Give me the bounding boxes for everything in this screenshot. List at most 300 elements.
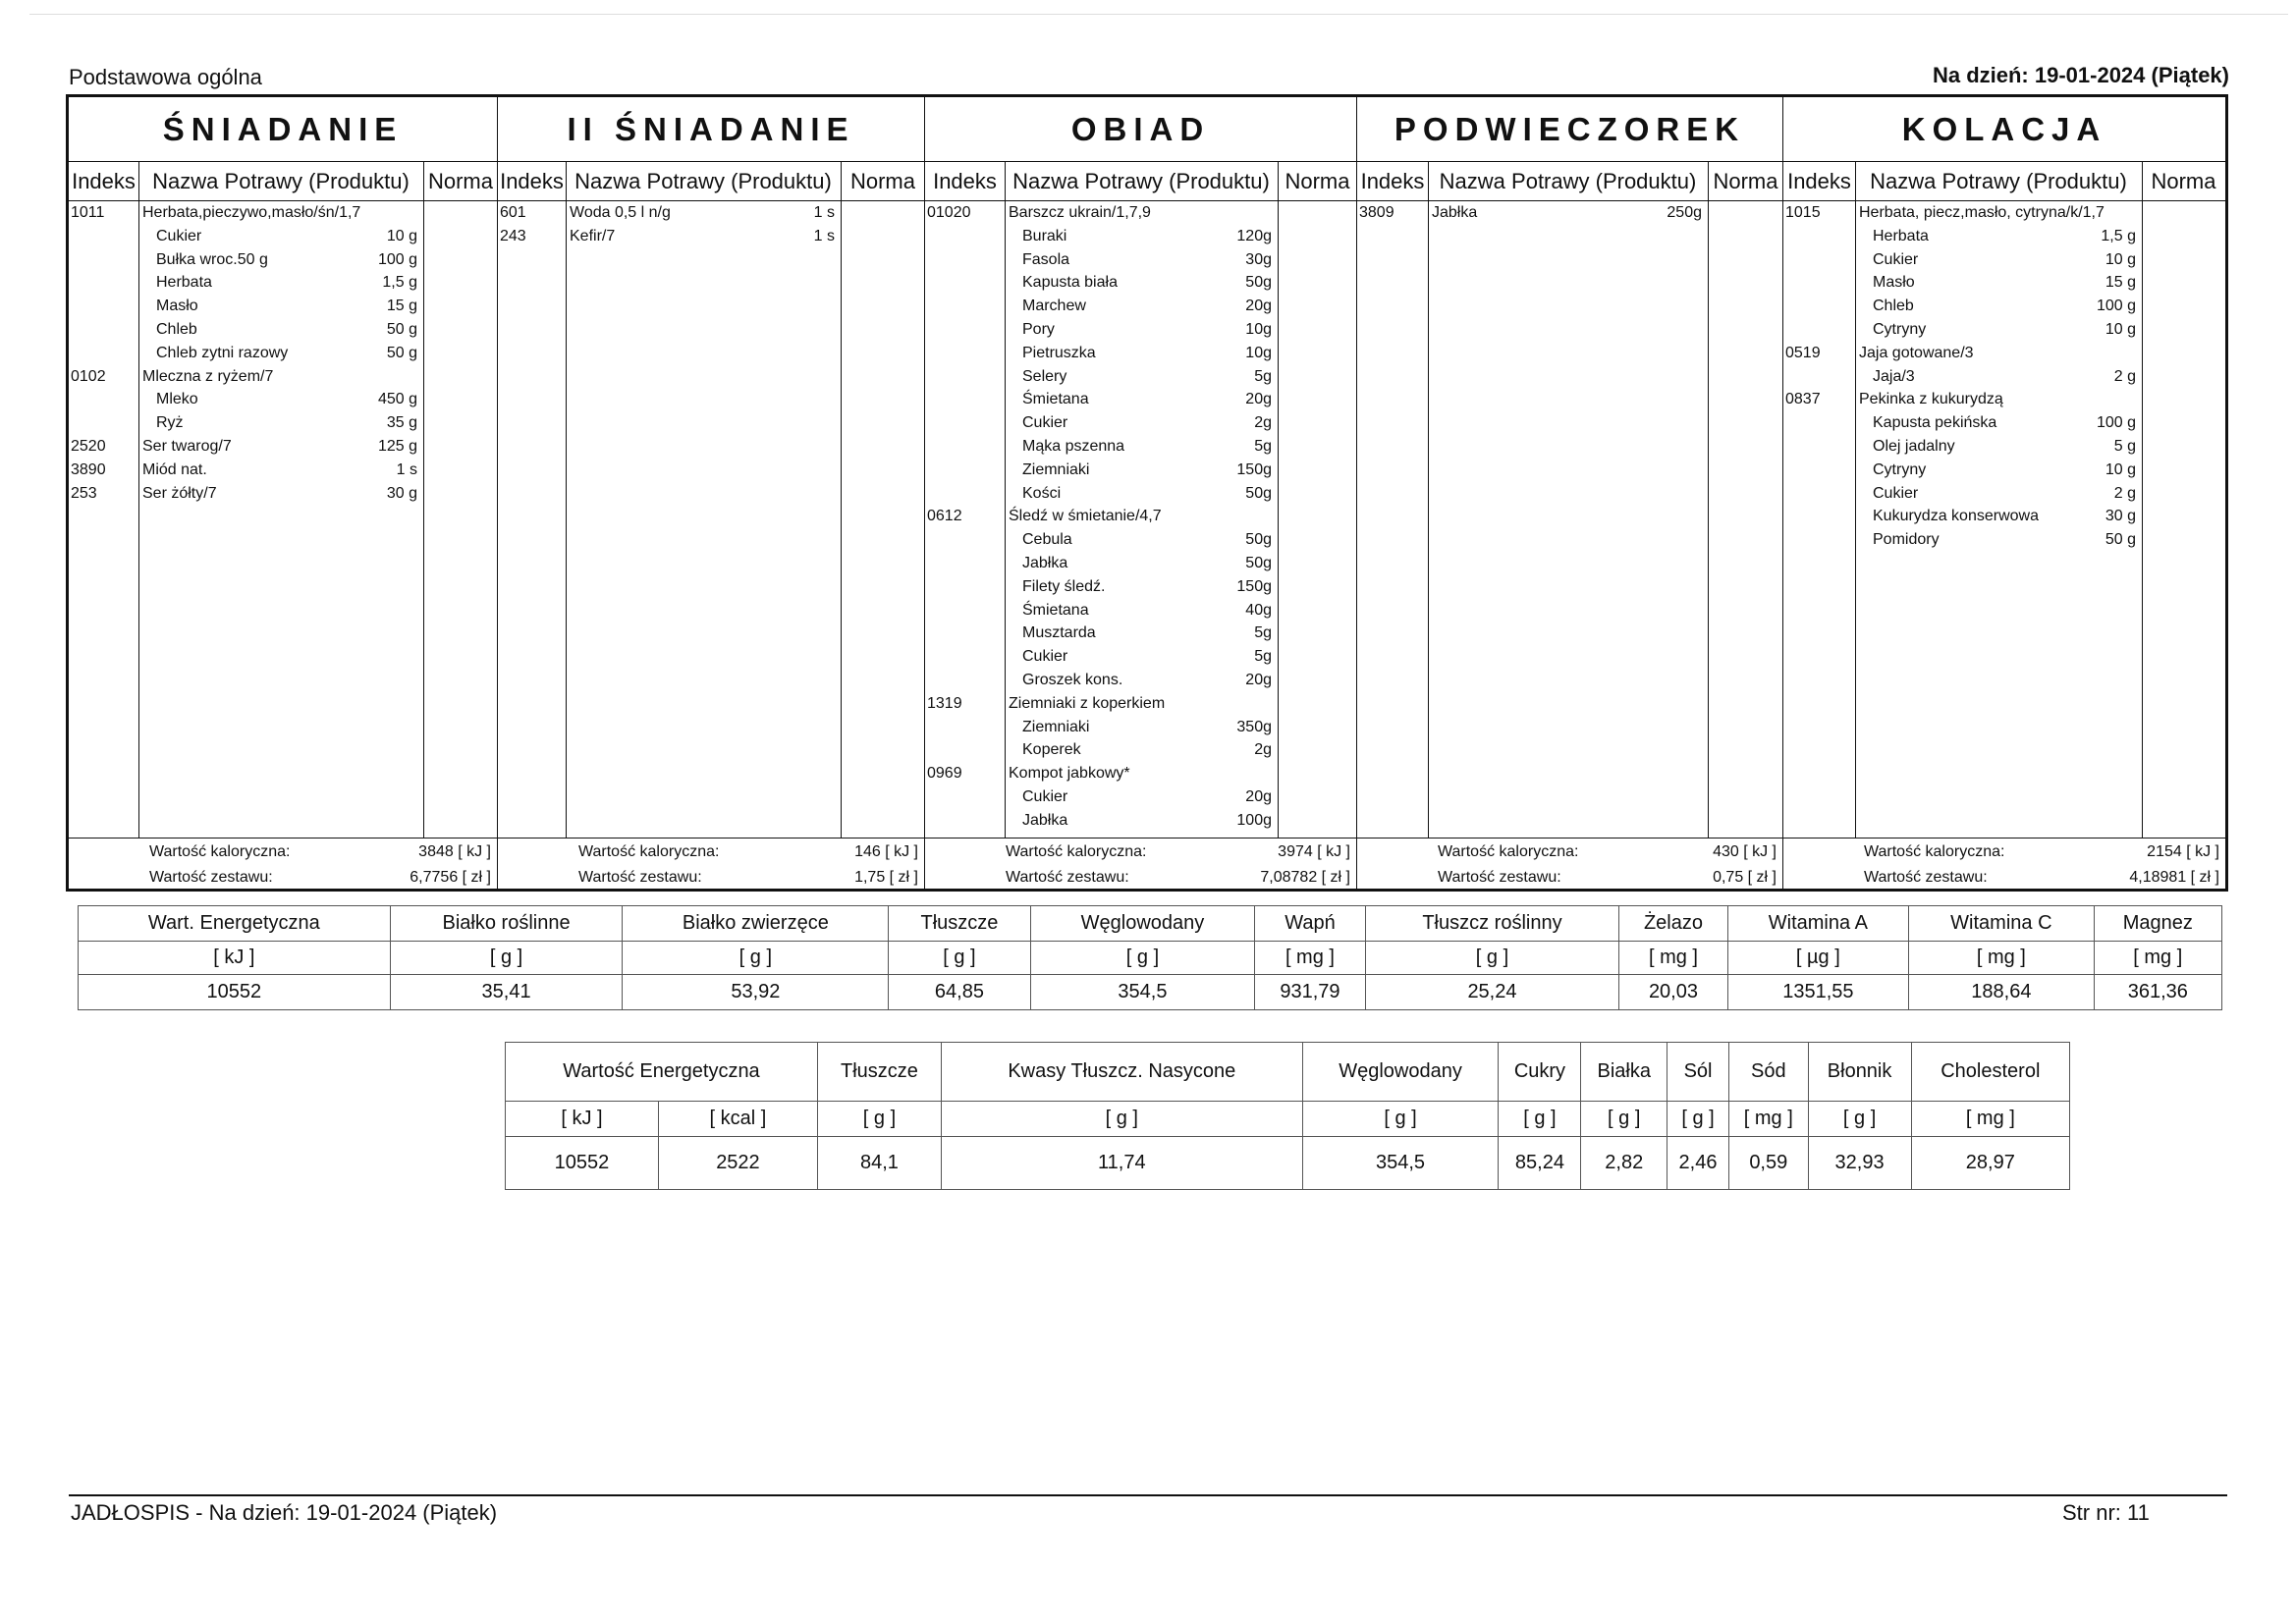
norm-value: 1 s <box>396 460 417 478</box>
column-header-norm: Norma <box>423 162 498 201</box>
page-number: Str nr: 11 <box>2062 1500 2150 1525</box>
unit-cell: [ mg ] <box>1911 1102 2069 1137</box>
norm-value: 10 g <box>2105 460 2136 478</box>
nutrition-row-values <box>79 975 2222 1010</box>
totals-divider <box>498 838 924 839</box>
unit-cell: [ kcal ] <box>658 1102 817 1137</box>
ingredient-name: Jabłka <box>1022 555 1068 571</box>
nutrition-summary-table <box>78 905 2222 1010</box>
column-header-norm: Norma <box>2142 162 2225 201</box>
column-header-name: Nazwa Potrawy (Produktu) <box>566 162 841 201</box>
norm-value: 5g <box>1254 367 1272 385</box>
dish-name: Woda 0,5 l n/g <box>570 204 671 221</box>
ingredient-name: Masło <box>1873 274 1915 292</box>
energy-label: Wartość kaloryczna: <box>1864 843 2005 860</box>
dish-name: Ziemniaki z koperkiem <box>1009 694 1166 712</box>
menu-date: Na dzień: 19-01-2024 (Piątek) <box>1932 63 2229 87</box>
dish-index: 601 <box>500 204 526 221</box>
norm-value: 10 g <box>386 227 417 244</box>
norm-value: 150g <box>1236 460 1272 478</box>
menu-row <box>925 692 1357 716</box>
ingredient-name: Pory <box>1022 321 1055 338</box>
ingredient-name: Cukier <box>1022 788 1068 805</box>
value-cell: 931,79 <box>1255 975 1365 1010</box>
ingredient-name: Olej jadalny <box>1873 438 1955 455</box>
energy-value: 430 [ kJ ] <box>1713 843 1777 860</box>
meal-title: KOLACJA <box>1783 97 2225 162</box>
dish-index: 0519 <box>1785 344 1821 361</box>
norm-value: 1 s <box>813 227 835 244</box>
menu-row <box>69 248 498 272</box>
unit-cell: [ g ] <box>817 1102 941 1137</box>
norm-value: 5g <box>1254 624 1272 642</box>
ingredient-name: Chleb <box>156 321 197 338</box>
norm-value: 30 g <box>386 484 417 502</box>
menu-row <box>1783 411 2225 435</box>
value-cell: 1351,55 <box>1727 975 1909 1010</box>
norm-value: 30g <box>1245 250 1272 268</box>
ingredient-name: Fasola <box>1022 250 1070 268</box>
unit-cell: [ g ] <box>1302 1102 1499 1137</box>
menu-row <box>1783 435 2225 459</box>
norm-value: 20g <box>1245 788 1272 805</box>
menu-row <box>925 622 1357 645</box>
menu-row <box>925 225 1357 248</box>
value-cell: 32,93 <box>1808 1137 1911 1190</box>
nutrition-row-values <box>506 1137 2070 1190</box>
menu-row <box>925 248 1357 272</box>
column-header-norm: Norma <box>841 162 925 201</box>
menu-row <box>925 645 1357 669</box>
norm-value: 50 g <box>386 344 417 361</box>
column-header-index: Indeks <box>1357 162 1428 201</box>
norm-value: 100 g <box>2096 298 2136 315</box>
energy-value: 2154 [ kJ ] <box>2147 843 2219 860</box>
cost-value: 7,08782 [ zł ] <box>1260 869 1350 886</box>
ingredient-name: Ziemniaki <box>1022 718 1090 735</box>
unit-cell: [ g ] <box>1808 1102 1911 1137</box>
menu-row <box>925 785 1357 809</box>
column-divider <box>841 162 842 838</box>
nutrient-header: Błonnik <box>1808 1043 1911 1102</box>
meal-dinner <box>1783 97 2225 889</box>
norm-value: 15 g <box>386 298 417 315</box>
norm-value: 350g <box>1236 718 1272 735</box>
norm-value: 10 g <box>2105 321 2136 338</box>
menu-row <box>1783 528 2225 552</box>
nutrition-row-units <box>506 1102 2070 1137</box>
unit-cell: [ µg ] <box>1727 942 1909 975</box>
norm-value: 50g <box>1245 484 1272 502</box>
norm-value: 30 g <box>2105 508 2136 525</box>
meal-title: II ŚNIADANIE <box>498 97 924 162</box>
nutrient-header: Białka <box>1581 1043 1667 1102</box>
menu-row <box>1783 342 2225 365</box>
dish-index: 1015 <box>1785 204 1821 221</box>
column-header-index: Indeks <box>925 162 1005 201</box>
unit-cell: [ mg ] <box>1729 1102 1809 1137</box>
value-cell: 188,64 <box>1909 975 2094 1010</box>
menu-row <box>925 201 1357 225</box>
norm-value: 5g <box>1254 438 1272 455</box>
ingredient-name: Kapusta pekińska <box>1873 414 1997 432</box>
ingredient-name: Jabłka <box>1022 811 1068 829</box>
menu-row <box>1783 505 2225 528</box>
menu-row <box>1783 295 2225 318</box>
energy-value: 146 [ kJ ] <box>854 843 918 860</box>
dish-index: 3890 <box>71 460 106 478</box>
dish-index: 0102 <box>71 367 106 385</box>
menu-row <box>925 365 1357 389</box>
nutrient-header: Tłuszcze <box>889 906 1030 942</box>
meal-breakfast <box>69 97 498 889</box>
menu-row <box>69 201 498 225</box>
nutrient-header: Magnez <box>2094 906 2221 942</box>
menu-row <box>69 459 498 482</box>
menu-row <box>925 342 1357 365</box>
menu-row <box>69 435 498 459</box>
menu-row <box>69 271 498 295</box>
dish-name: Herbata,pieczywo,masło/śn/1,7 <box>142 204 361 221</box>
ingredient-name: Marchew <box>1022 298 1086 315</box>
menu-row <box>69 342 498 365</box>
column-divider <box>566 162 567 838</box>
unit-cell: [ g ] <box>1581 1102 1667 1137</box>
norm-value: 50g <box>1245 274 1272 292</box>
menu-row <box>925 552 1357 575</box>
nutrient-header: Witamina C <box>1909 906 2094 942</box>
dish-name: Jaja gotowane/3 <box>1859 344 1974 361</box>
norm-value: 2 g <box>2113 484 2136 502</box>
column-header-norm: Norma <box>1278 162 1357 201</box>
ingredient-name: Filety śledź. <box>1022 577 1106 595</box>
norm-value: 35 g <box>386 414 417 432</box>
cost-value: 1,75 [ zł ] <box>854 869 918 886</box>
cost-value: 0,75 [ zł ] <box>1713 869 1777 886</box>
menu-row <box>925 388 1357 411</box>
norm-value: 450 g <box>377 391 417 408</box>
meal-lunch <box>925 97 1357 889</box>
norm-value: 100 g <box>2096 414 2136 432</box>
norm-value: 10g <box>1245 321 1272 338</box>
menu-row <box>925 809 1357 833</box>
menu-row <box>69 388 498 411</box>
nutrient-header: Sól <box>1667 1043 1729 1102</box>
meal-title: OBIAD <box>925 97 1356 162</box>
dish-name: Ser twarog/7 <box>142 438 232 455</box>
dish-index: 243 <box>500 227 526 244</box>
norm-value: 40g <box>1245 601 1272 619</box>
dish-index: 1319 <box>927 694 962 712</box>
value-cell: 2,82 <box>1581 1137 1667 1190</box>
norm-value: 50 g <box>2105 531 2136 549</box>
cost-label: Wartość zestawu: <box>1438 869 1561 886</box>
ingredient-name: Kukurydza konserwowa <box>1873 508 2039 525</box>
dish-index: 01020 <box>927 204 971 221</box>
norm-value: 100g <box>1236 811 1272 829</box>
unit-cell: [ g ] <box>1365 942 1619 975</box>
menu-row <box>1783 365 2225 389</box>
unit-cell: [ g ] <box>1667 1102 1729 1137</box>
unit-cell: [ g ] <box>942 1102 1303 1137</box>
menu-row <box>925 295 1357 318</box>
column-header-name: Nazwa Potrawy (Produktu) <box>1428 162 1708 201</box>
nutrient-header: Tłuszcz roślinny <box>1365 906 1619 942</box>
value-cell: 354,5 <box>1302 1137 1499 1190</box>
menu-row <box>925 669 1357 692</box>
value-cell: 0,59 <box>1729 1137 1809 1190</box>
cost-label: Wartość zestawu: <box>1864 869 1988 886</box>
nutrient-header: Białko zwierzęce <box>623 906 889 942</box>
energy-label: Wartość kaloryczna: <box>149 843 291 860</box>
dish-index: 253 <box>71 484 97 502</box>
energy-value: 3974 [ kJ ] <box>1278 843 1350 860</box>
menu-row <box>1783 482 2225 506</box>
unit-cell: [ g ] <box>889 942 1030 975</box>
ingredient-name: Herbata <box>1873 227 1929 244</box>
value-cell: 28,97 <box>1911 1137 2069 1190</box>
norm-value: 1,5 g <box>382 274 417 292</box>
value-cell: 2522 <box>658 1137 817 1190</box>
nutrient-header: Białko roślinne <box>390 906 623 942</box>
unit-cell: [ kJ ] <box>79 942 391 975</box>
unit-cell: [ mg ] <box>1255 942 1365 975</box>
norm-value: 15 g <box>2105 274 2136 292</box>
column-header-norm: Norma <box>1708 162 1783 201</box>
ingredient-name: Musztarda <box>1022 624 1096 642</box>
value-cell: 11,74 <box>942 1137 1303 1190</box>
norm-value: 10g <box>1245 344 1272 361</box>
unit-cell: [ g ] <box>390 942 623 975</box>
value-cell: 10552 <box>79 975 391 1010</box>
totals-divider <box>1783 838 2225 839</box>
norm-value: 20g <box>1245 298 1272 315</box>
value-cell: 64,85 <box>889 975 1030 1010</box>
unit-cell: [ mg ] <box>1909 942 2094 975</box>
dish-name: Barszcz ukrain/1,7,9 <box>1009 204 1151 221</box>
nutrient-header: Cholesterol <box>1911 1043 2069 1102</box>
dish-index: 0969 <box>927 765 962 783</box>
ingredient-name: Herbata <box>156 274 212 292</box>
ingredient-name: Cukier <box>156 227 202 244</box>
menu-row <box>69 365 498 389</box>
nutrition-row-headers <box>506 1043 2070 1102</box>
column-header-index: Indeks <box>69 162 138 201</box>
unit-cell: [ g ] <box>1499 1102 1581 1137</box>
nutrient-header: Wart. Energetyczna <box>79 906 391 942</box>
column-divider <box>1708 162 1709 838</box>
value-cell: 354,5 <box>1030 975 1255 1010</box>
norm-value: 250g <box>1667 204 1702 221</box>
ingredient-name: Koperek <box>1022 741 1081 759</box>
column-header-index: Indeks <box>1783 162 1855 201</box>
ingredient-name: Selery <box>1022 367 1067 385</box>
menu-row <box>925 482 1357 506</box>
menu-row <box>925 528 1357 552</box>
dish-name: Mleczna z ryżem/7 <box>142 367 274 385</box>
ingredient-name: Cukier <box>1873 484 1919 502</box>
norm-value: 120g <box>1236 227 1272 244</box>
ingredient-name: Ryż <box>156 414 184 432</box>
menu-row <box>1783 271 2225 295</box>
ingredient-name: Chleb zytni razowy <box>156 344 289 361</box>
column-divider <box>1428 162 1429 838</box>
diet-name: Podstawowa ogólna <box>69 65 262 89</box>
norm-value: 2g <box>1254 414 1272 432</box>
menu-row <box>498 225 925 248</box>
norm-value: 50 g <box>386 321 417 338</box>
nutrient-header: Wartość Energetyczna <box>506 1043 818 1102</box>
dish-index: 1011 <box>71 204 105 221</box>
ingredient-name: Mleko <box>156 391 198 408</box>
totals-divider <box>69 838 497 839</box>
unit-cell: [ g ] <box>623 942 889 975</box>
ingredient-name: Cukier <box>1873 250 1919 268</box>
value-cell: 53,92 <box>623 975 889 1010</box>
dish-index: 3809 <box>1359 204 1394 221</box>
menu-row <box>925 459 1357 482</box>
ingredient-name: Chleb <box>1873 298 1914 315</box>
energy-value: 3848 [ kJ ] <box>418 843 491 860</box>
nutrient-header: Cukry <box>1499 1043 1581 1102</box>
menu-row <box>69 411 498 435</box>
ingredient-name: Śmietana <box>1022 601 1089 619</box>
ingredient-name: Pomidory <box>1873 531 1940 549</box>
menu-row <box>1783 459 2225 482</box>
cost-label: Wartość zestawu: <box>1006 869 1129 886</box>
dish-name: Kefir/7 <box>570 227 616 244</box>
footer-title: JADŁOSPIS - Na dzień: 19-01-2024 (Piątek) <box>71 1500 498 1525</box>
dish-index: 2520 <box>71 438 106 455</box>
ingredient-name: Mąka pszenna <box>1022 438 1125 455</box>
norm-value: 125 g <box>377 438 417 455</box>
ingredient-name: Pietruszka <box>1022 344 1096 361</box>
meal-title: ŚNIADANIE <box>69 97 497 162</box>
totals-divider <box>1357 838 1782 839</box>
ingredient-name: Groszek kons. <box>1022 672 1123 688</box>
dish-name: Jabłka <box>1432 204 1478 221</box>
dish-name: Herbata, piecz,masło, cytryna/k/1,7 <box>1859 204 2105 221</box>
menu-row <box>69 225 498 248</box>
nutrition-row-headers <box>79 906 2222 942</box>
cost-label: Wartość zestawu: <box>578 869 702 886</box>
ingredient-name: Ziemniaki <box>1022 460 1090 478</box>
norm-value: 20g <box>1245 672 1272 688</box>
column-header-name: Nazwa Potrawy (Produktu) <box>138 162 423 201</box>
ingredient-name: Cytryny <box>1873 460 1927 478</box>
menu-row <box>925 318 1357 342</box>
norm-value: 1 s <box>813 204 835 221</box>
norm-value: 1,5 g <box>2101 227 2136 244</box>
nutrient-header: Wapń <box>1255 906 1365 942</box>
unit-cell: [ g ] <box>1030 942 1255 975</box>
cost-value: 6,7756 [ zł ] <box>410 869 491 886</box>
nutrient-header: Węglowodany <box>1030 906 1255 942</box>
value-cell: 35,41 <box>390 975 623 1010</box>
cost-label: Wartość zestawu: <box>149 869 273 886</box>
ingredient-name: Bułka wroc.50 g <box>156 250 268 268</box>
norm-value: 5 g <box>2113 438 2136 455</box>
menu-row <box>925 505 1357 528</box>
nutrient-header: Tłuszcze <box>817 1043 941 1102</box>
menu-row <box>925 599 1357 622</box>
menu-row <box>1783 248 2225 272</box>
column-header-index: Indeks <box>498 162 566 201</box>
unit-cell: [ mg ] <box>1619 942 1727 975</box>
dish-name: Miód nat. <box>142 460 207 478</box>
nutrition-row-units <box>79 942 2222 975</box>
dish-name: Pekinka z kukurydzą <box>1859 391 2003 408</box>
norm-value: 50g <box>1245 555 1272 571</box>
nutrient-header: Witamina A <box>1727 906 1909 942</box>
menu-row <box>1783 225 2225 248</box>
menu-row <box>1783 201 2225 225</box>
value-cell: 85,24 <box>1499 1137 1581 1190</box>
top-divider <box>29 14 2288 15</box>
ingredient-name: Kapusta biała <box>1022 274 1118 292</box>
menu-row <box>925 411 1357 435</box>
ingredient-name: Masło <box>156 298 198 315</box>
column-header-name: Nazwa Potrawy (Produktu) <box>1855 162 2142 201</box>
norm-value: 50g <box>1245 531 1272 549</box>
menu-row <box>925 435 1357 459</box>
daily-menu-table <box>66 94 2228 892</box>
menu-row <box>498 201 925 225</box>
menu-row <box>69 295 498 318</box>
meal-afternoon-snack <box>1357 97 1783 889</box>
menu-row <box>925 762 1357 785</box>
ingredient-name: Buraki <box>1022 227 1067 244</box>
value-cell: 84,1 <box>817 1137 941 1190</box>
ingredient-name: Jaja/3 <box>1873 367 1915 385</box>
menu-row <box>1783 388 2225 411</box>
ingredient-name: Cukier <box>1022 648 1068 666</box>
energy-label: Wartość kaloryczna: <box>1438 843 1579 860</box>
norm-value: 10 g <box>2105 250 2136 268</box>
ingredient-name: Cukier <box>1022 414 1068 432</box>
ingredient-name: Śmietana <box>1022 391 1089 408</box>
norm-value: 2 g <box>2113 367 2136 385</box>
unit-cell: [ kJ ] <box>506 1102 659 1137</box>
menu-row <box>69 318 498 342</box>
dish-name: Ser żółty/7 <box>142 484 217 502</box>
norm-value: 5g <box>1254 648 1272 666</box>
dish-index: 0837 <box>1785 391 1821 408</box>
dish-name: Śledź w śmietanie/4,7 <box>1009 508 1162 525</box>
value-cell: 2,46 <box>1667 1137 1729 1190</box>
ingredient-name: Cebula <box>1022 531 1072 549</box>
menu-row <box>1783 318 2225 342</box>
value-cell: 20,03 <box>1619 975 1727 1010</box>
cost-value: 4,18981 [ zł ] <box>2129 869 2219 886</box>
ingredient-name: Cytryny <box>1873 321 1927 338</box>
menu-row <box>925 575 1357 599</box>
ingredient-name: Kości <box>1022 484 1062 502</box>
value-cell: 25,24 <box>1365 975 1619 1010</box>
menu-row <box>1357 201 1783 225</box>
menu-row <box>925 271 1357 295</box>
unit-cell: [ mg ] <box>2094 942 2221 975</box>
norm-value: 20g <box>1245 391 1272 408</box>
menu-row <box>925 716 1357 739</box>
meal-title: PODWIECZOREK <box>1357 97 1782 162</box>
energy-label: Wartość kaloryczna: <box>578 843 720 860</box>
menu-row <box>69 482 498 506</box>
norm-value: 150g <box>1236 577 1272 595</box>
nutrition-label-table <box>505 1042 2070 1190</box>
menu-row <box>925 738 1357 762</box>
energy-label: Wartość kaloryczna: <box>1006 843 1147 860</box>
